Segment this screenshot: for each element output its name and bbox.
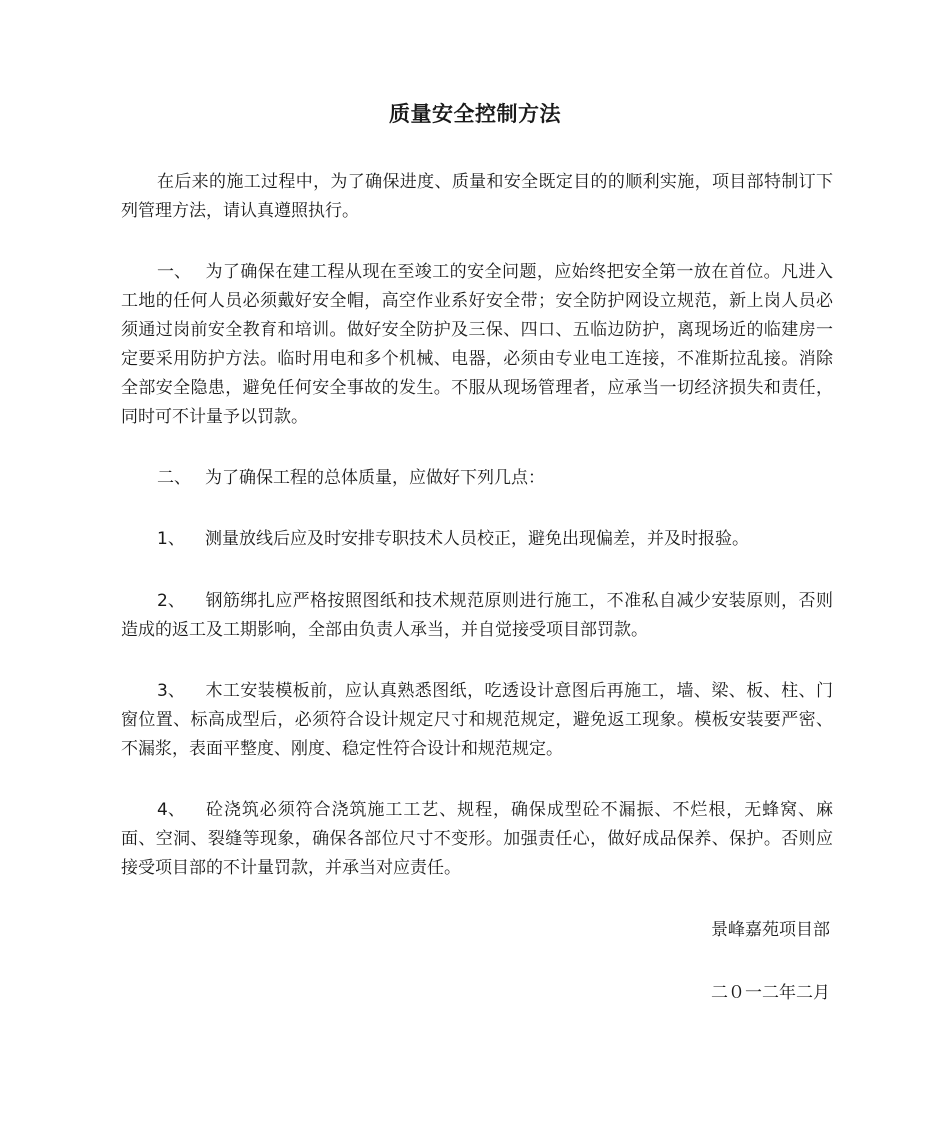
intro-paragraph: 在后来的施工过程中，为了确保进度、质量和安全既定目的的顺利实施，项目部特制订下列管理方法，请认真遵照执行。 [121, 172, 833, 221]
section-two-text: 为了确保工程的总体质量，应做好下列几点： [205, 468, 545, 488]
list-item-text: 木工安装模板前，应认真熟悉图纸，吃透设计意图后再施工，墙、梁、板、柱、门窗位置、标高成型后，必须符合设计规定尺寸和规范规定，避免返工现象。模板安装要严密、不漏浆，表面平整度、刚度、稳定性符合设计和规范规定。 [121, 681, 833, 759]
signature-organization: 景峰嘉苑项目部 [711, 920, 830, 940]
list-item-text: 砼浇筑必须符合浇筑施工工艺、规程，确保成型砼不漏振、不烂根，无蜂窝、麻面、空洞、裂缝等现象，确保各部位尺寸不变形。加强责任心，做好成品保养、保护。否则应接受项目部的不计量罚款，并承当对应责任。 [121, 800, 833, 878]
document-title: 质量安全控制方法 [389, 102, 561, 126]
list-item [121, 677, 833, 764]
section-one-paragraph [121, 258, 833, 432]
section-two-number: 二、 [157, 468, 191, 488]
list-item-number: 2、 [157, 591, 185, 611]
list-item-text: 钢筋绑扎应严格按照图纸和技术规范原则进行施工，不准私自减少安装原则，否则造成的返工及工期影响，全部由负责人承当，并自觉接受项目部罚款。 [121, 591, 833, 640]
section-one-text: 为了确保在建工程从现在至竣工的安全问题，应始终把安全第一放在首位。凡进入工地的任何人员必须戴好安全帽，高空作业系好安全带；安全防护网设立规范，新上岗人员必须通过岗前安全教育和培训。做好安全防护及三保、四口、五临边防护，离现场近的临建房一定要采用防护方法。临时用电和多个机械、电器，必须由专业电工连接，不准斯拉乱接。消除全部安全隐患，避免任何安全事故的发生。不服从现场管理者，应承当一切经济损失和责任，同时可不计量予以罚款。 [121, 262, 833, 427]
list-item-number: 3、 [157, 681, 185, 701]
list-item [121, 587, 833, 645]
signature-date: 二０一二年二月 [711, 983, 830, 1003]
section-two-paragraph [121, 464, 833, 493]
section-one-number: 一、 [157, 262, 191, 282]
list-item [121, 796, 833, 883]
list-item-text: 测量放线后应及时安排专职技术人员校正，避免出现偏差，并及时报验。 [205, 529, 749, 549]
list-item-number: 4、 [157, 800, 185, 820]
list-item [121, 525, 833, 554]
list-item-number: 1、 [157, 529, 185, 549]
